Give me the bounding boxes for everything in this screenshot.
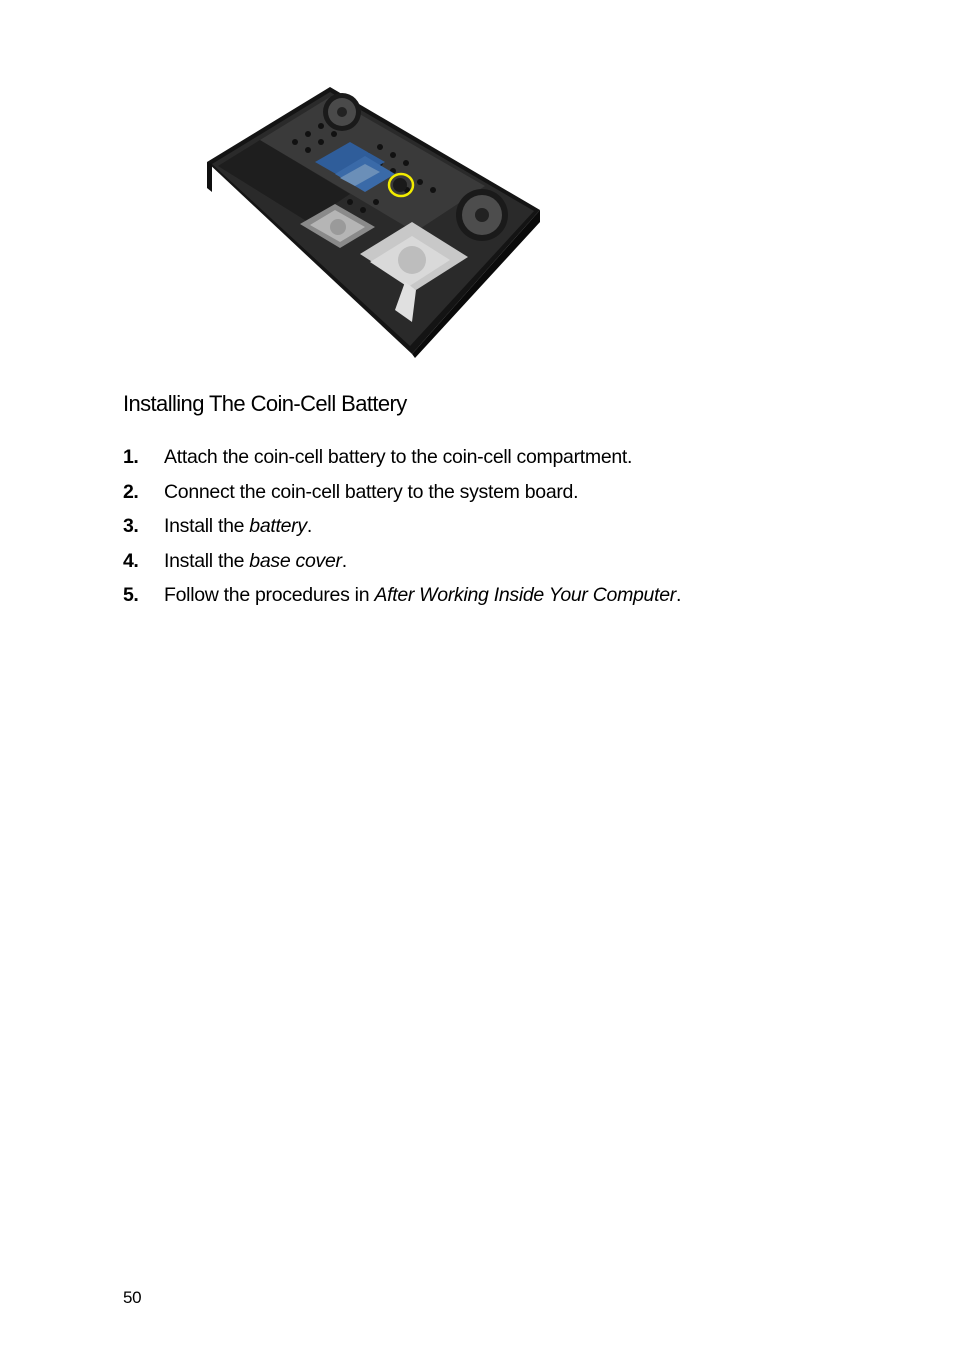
step-text: Connect the coin-cell battery to the system board. (164, 480, 579, 503)
laptop-bottom-image (200, 82, 545, 358)
step-text-suffix: . (341, 549, 347, 572)
step-text (164, 515, 312, 538)
laptop-bottom-illustration (200, 82, 545, 358)
battery-link[interactable]: battery (249, 515, 307, 537)
step-number: 2. (123, 480, 139, 503)
step-text-prefix: Follow the procedures in (164, 584, 375, 606)
step-number: 4. (123, 549, 139, 572)
base-cover-link[interactable]: base cover (249, 549, 342, 572)
step-number: 5. (123, 584, 139, 606)
step-number: 1. (123, 446, 139, 468)
section-title: Installing The Coin-Cell Battery (123, 391, 407, 416)
step-text (164, 584, 681, 607)
step-text (164, 550, 347, 573)
step-text-suffix: . (675, 584, 682, 606)
page-number: 50 (123, 1288, 142, 1307)
step-text-prefix: Install the (164, 549, 250, 572)
step-text-suffix: . (306, 515, 312, 537)
step-text-prefix: Install the (164, 515, 250, 537)
after-working-inside-link[interactable]: After Working Inside Your Computer (374, 584, 676, 606)
step-number: 3. (123, 515, 139, 537)
step-text: Attach the coin-cell battery to the coin-cell compartment. (164, 446, 633, 468)
